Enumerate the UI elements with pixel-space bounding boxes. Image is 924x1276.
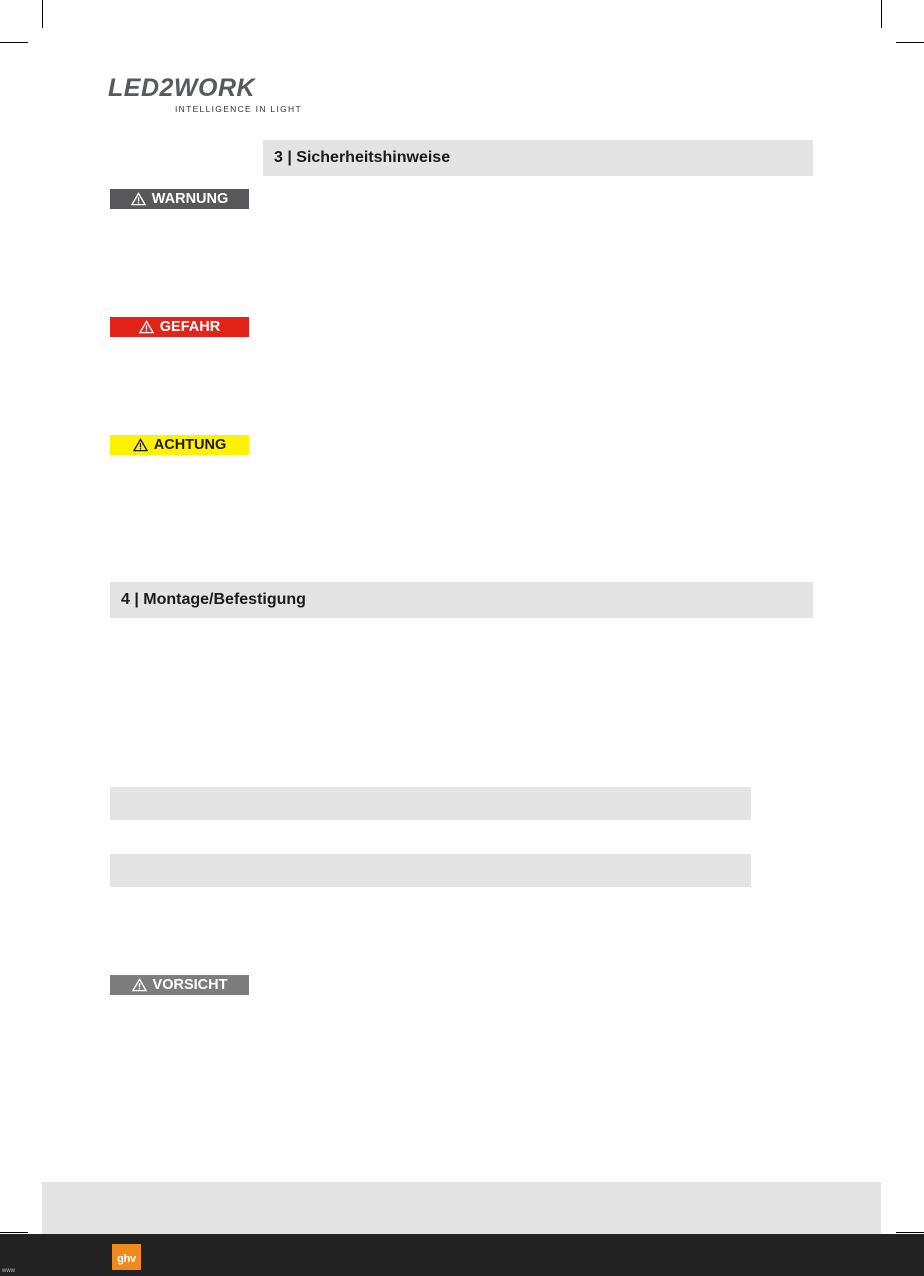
warning-triangle-icon [133,438,148,452]
brand-logo [108,76,308,116]
section-header-safety [263,140,813,176]
footer-box [42,1182,881,1234]
placeholder-row [110,787,751,820]
caution-badge [110,975,249,995]
danger-badge [110,317,249,337]
caution-badge-label: VORSICHT [152,977,228,993]
attention-badge-label: ACHTUNG [153,437,227,453]
attention-badge [110,435,249,455]
crop-mark-top-right [881,0,882,28]
ghv-logo: ghv [112,1244,141,1270]
warning-badge [110,189,249,209]
crop-mark-top-left [42,0,43,28]
crop-mark-left-bottom [0,1232,28,1233]
section-title: 4 | Montage/Befestigung [121,591,306,608]
danger-badge-label: GEFAHR [159,319,221,335]
crop-mark-left-top [0,42,28,43]
logo-wordmark: LED2WORK [108,74,256,102]
section-title: 3 | Sicherheitshinweise [274,149,451,166]
logo-tagline: INTELLIGENCE IN LIGHT [175,104,302,114]
section-header-mounting [110,582,813,618]
footer-small-mark: www [2,1268,15,1274]
placeholder-row [110,854,751,887]
warning-triangle-icon [131,192,146,206]
crop-mark-right-bottom [896,1232,924,1233]
warning-badge-label: WARNUNG [151,191,229,207]
warning-triangle-icon [132,978,147,992]
warning-triangle-icon [139,320,154,334]
crop-mark-right-top [896,42,924,43]
